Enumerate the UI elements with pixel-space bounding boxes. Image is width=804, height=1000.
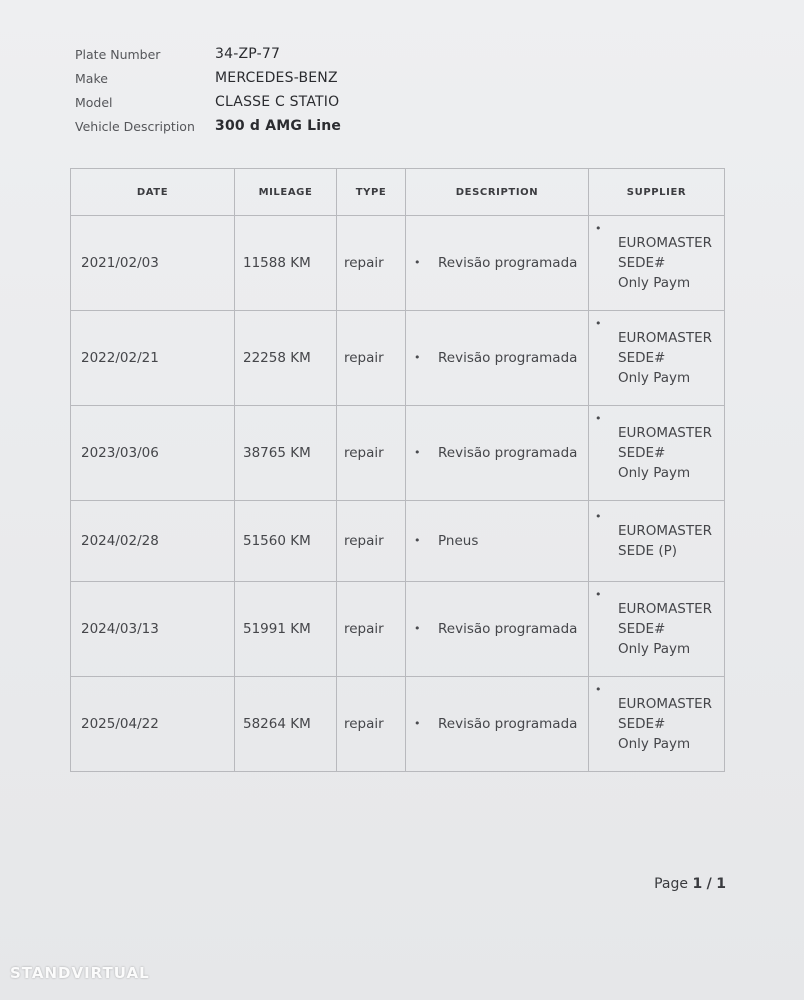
cell-supplier — [589, 677, 725, 772]
supplier-line: SEDE (P) — [618, 543, 677, 559]
supplier-line: SEDE# — [618, 621, 666, 637]
cell-description — [406, 406, 589, 501]
cell-type: repair — [337, 406, 406, 501]
cell-supplier — [589, 501, 725, 582]
cell-type: repair — [337, 311, 406, 406]
cell-date: 2024/02/28 — [71, 501, 235, 582]
model-row — [75, 90, 341, 114]
supplier-line: SEDE# — [618, 255, 666, 271]
cell-type: repair — [337, 501, 406, 582]
cell-supplier — [589, 406, 725, 501]
cell-mileage: 58264 KM — [235, 677, 337, 772]
model-value: CLASSE C STATIO — [215, 94, 340, 110]
cell-mileage: 11588 KM — [235, 216, 337, 311]
supplier-line: Only Paym — [618, 465, 691, 481]
cell-mileage: 22258 KM — [235, 311, 337, 406]
bullet-icon: • — [414, 256, 421, 269]
cell-date: 2025/04/22 — [71, 677, 235, 772]
supplier-line: EUROMASTER — [618, 330, 713, 346]
table-row — [71, 582, 725, 677]
supplier-line: EUROMASTER — [618, 425, 713, 441]
bullet-icon: • — [595, 317, 602, 330]
table-header-row — [71, 169, 725, 216]
supplier-line: SEDE# — [618, 445, 666, 461]
cell-description — [406, 582, 589, 677]
supplier-line: Only Paym — [618, 275, 691, 291]
header-date: DATE — [71, 169, 235, 216]
bullet-icon: • — [414, 446, 421, 459]
description-text: Revisão programada — [438, 445, 578, 461]
description-text: Pneus — [438, 533, 479, 549]
supplier-line: EUROMASTER — [618, 523, 713, 539]
supplier-line: SEDE# — [618, 350, 666, 366]
supplier-line: Only Paym — [618, 641, 691, 657]
table-row — [71, 677, 725, 772]
supplier-line: Only Paym — [618, 370, 691, 386]
supplier-line: EUROMASTER — [618, 601, 713, 617]
cell-date: 2024/03/13 — [71, 582, 235, 677]
cell-description — [406, 311, 589, 406]
description-text: Revisão programada — [438, 621, 578, 637]
page-current: 1 — [692, 876, 703, 892]
bullet-icon: • — [595, 222, 602, 235]
cell-supplier — [589, 582, 725, 677]
make-value: MERCEDES-BENZ — [215, 70, 338, 86]
bullet-icon: • — [595, 588, 602, 601]
supplier-line: SEDE# — [618, 716, 666, 732]
bullet-icon: • — [414, 622, 421, 635]
description-text: Revisão programada — [438, 716, 578, 732]
page-separator: / — [706, 876, 712, 892]
supplier-line: EUROMASTER — [618, 696, 713, 712]
vehicle-info — [75, 42, 341, 138]
table-row — [71, 501, 725, 582]
bullet-icon: • — [595, 683, 602, 696]
header-supplier: SUPPLIER — [589, 169, 725, 216]
plate-row — [75, 42, 341, 66]
supplier-line: Only Paym — [618, 736, 691, 752]
cell-mileage: 51560 KM — [235, 501, 337, 582]
cell-date: 2022/02/21 — [71, 311, 235, 406]
header-mileage: MILEAGE — [235, 169, 337, 216]
bullet-icon: • — [414, 534, 421, 547]
description-text: Revisão programada — [438, 255, 578, 271]
table-row — [71, 406, 725, 501]
header-description: DESCRIPTION — [406, 169, 589, 216]
vehicle-description-row — [75, 114, 341, 138]
cell-supplier — [589, 216, 725, 311]
page-total: 1 — [716, 876, 726, 892]
cell-description — [406, 501, 589, 582]
cell-date: 2021/02/03 — [71, 216, 235, 311]
cell-mileage: 38765 KM — [235, 406, 337, 501]
page-number — [654, 876, 726, 892]
vehicle-description-label: Vehicle Description — [75, 118, 195, 134]
make-label: Make — [75, 70, 108, 86]
bullet-icon: • — [414, 717, 421, 730]
table-row — [71, 311, 725, 406]
cell-description — [406, 677, 589, 772]
cell-supplier — [589, 311, 725, 406]
service-history-table — [70, 168, 725, 772]
header-type: TYPE — [337, 169, 406, 216]
model-label: Model — [75, 94, 113, 110]
description-text: Revisão programada — [438, 350, 578, 366]
make-row — [75, 66, 341, 90]
watermark-logo: STANDVIRTUAL — [10, 964, 150, 982]
supplier-line: EUROMASTER — [618, 235, 713, 251]
cell-type: repair — [337, 677, 406, 772]
cell-type: repair — [337, 216, 406, 311]
bullet-icon: • — [595, 510, 602, 523]
cell-description — [406, 216, 589, 311]
vehicle-description-value: 300 d AMG Line — [215, 118, 342, 134]
page-prefix: Page — [654, 876, 689, 892]
table-row — [71, 216, 725, 311]
bullet-icon: • — [414, 351, 421, 364]
cell-date: 2023/03/06 — [71, 406, 235, 501]
plate-value: 34-ZP-77 — [215, 46, 281, 62]
cell-type: repair — [337, 582, 406, 677]
bullet-icon: • — [595, 412, 602, 425]
cell-mileage: 51991 KM — [235, 582, 337, 677]
plate-label: Plate Number — [75, 46, 161, 62]
